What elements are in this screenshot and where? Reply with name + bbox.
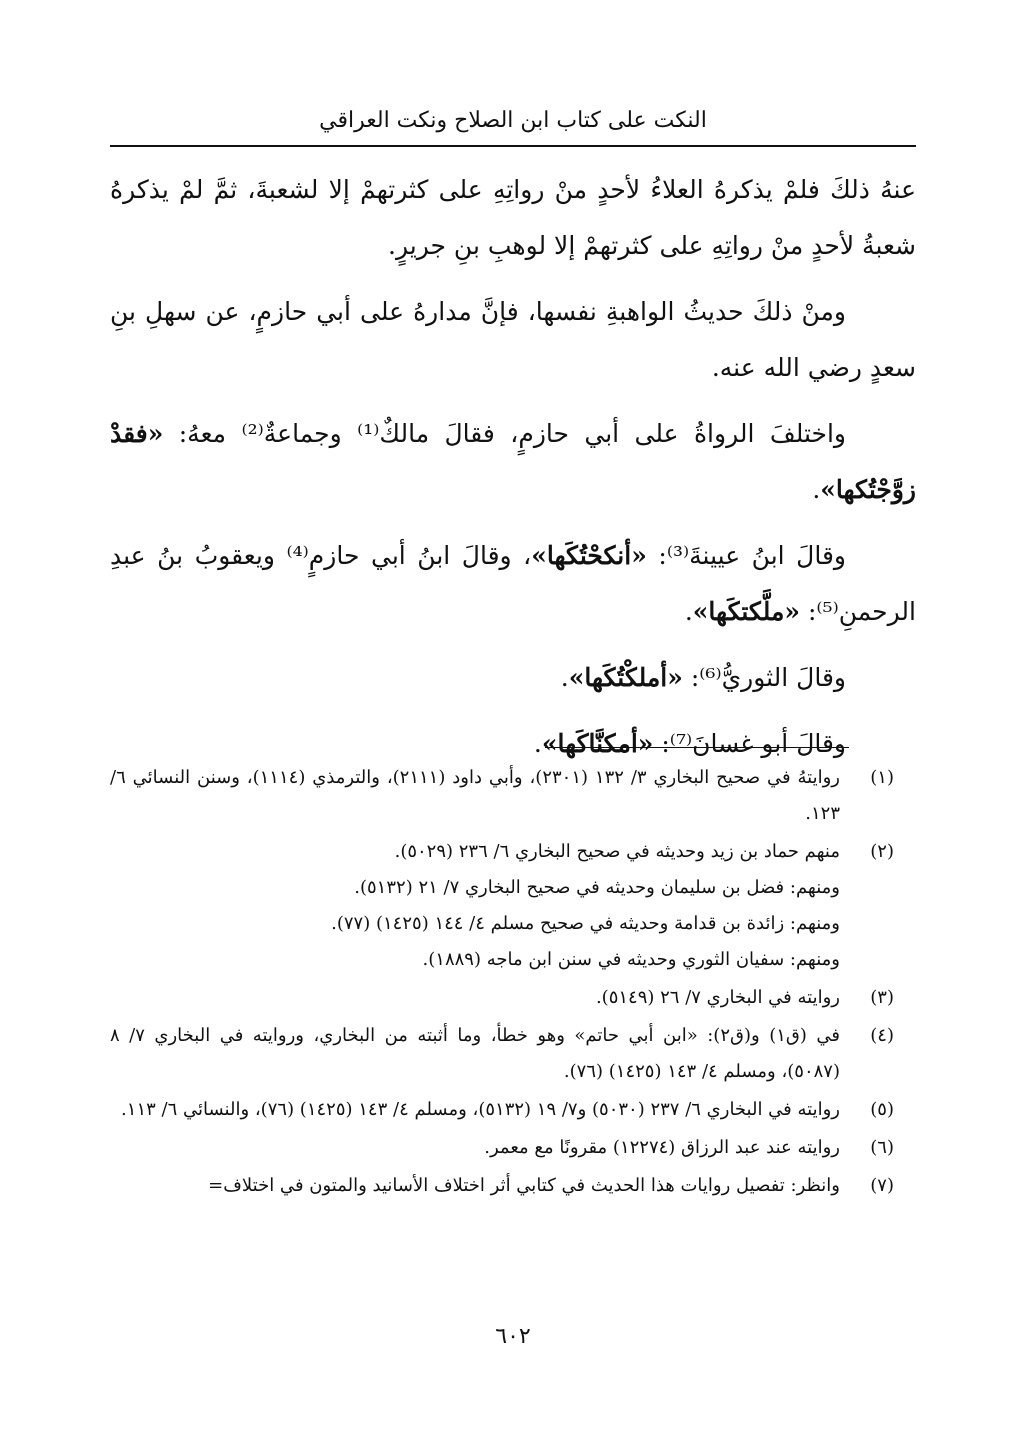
footnote-line: روايته في البخاري ٦/ ٢٣٧ (٥٠٣٠) و٧/ ١٩ (٥١٣٢)، ومسلم ٤/ ١٤٣ (١٤٢٥) (٧٦)، والنسائي ٦/ ١١٣. (121, 1099, 840, 1120)
quote-zawwajtukaha: «فقدْ زوَّجْتُكها» (110, 419, 916, 504)
footnote-line: في (ق١) و(ق٢): «ابن أبي حاتم» وهو خطأ، وما أثبته من البخاري، وروايته في البخاري ٧/ ٨ (٥٠٨٧)، ومسلم ٤/ ١٤٣ (١٤٢٥) (٧٦). (110, 1025, 840, 1082)
footnote-text (110, 760, 840, 832)
paragraph-3-text: واختلفَ الرواةُ على أبي حازمٍ، فقالَ مالكٌ⁽¹⁾ وجماعةٌ⁽²⁾ معهُ: (163, 419, 846, 448)
footnote-6 (110, 1130, 916, 1166)
footnote-text (110, 1092, 840, 1128)
footnote-separator (545, 747, 849, 748)
footnote-line: روايته في البخاري ٧/ ٢٦ (٥١٤٩). (595, 987, 840, 1008)
footnote-2 (110, 834, 916, 978)
quote-mallaktukaha: «ملَّكتكَها» (692, 597, 801, 626)
paragraph-1: عنهُ ذلكَ فلمْ يذكرهُ العلاءُ لأحدٍ منْ رواتِهِ على كثرتهمْ إلا لشعبةَ، ثمَّ لمْ يذكرهُ شعبةُ لأحدٍ منْ رواتِهِ على كثرتهمْ إلا لوهبِ بنِ جريرٍ. (110, 175, 916, 260)
quote-ankahtukaha: «أنكحْتُكَها» (531, 541, 647, 570)
footnote-line: ومنهم: فضل بن سليمان وحديثه في صحيح البخاري ٧/ ٢١ (٥١٣٢). (354, 877, 840, 898)
paragraph-5-end: . (560, 663, 569, 692)
footnote-text (110, 834, 840, 978)
footnote-line: ومنهم: سفيان الثوري وحديثه في سنن ابن ماجه (١٨٨٩). (422, 949, 840, 970)
paragraph-5-text: وقالَ الثوريُّ⁽⁶⁾: (682, 663, 846, 692)
page-number: ٦٠٢ (495, 1324, 531, 1349)
paragraph-4 (110, 528, 916, 640)
quote-amkannakaha: «أمكنَّاكَها» (541, 729, 654, 758)
quote-amlaktukaha: «أملكْتُكَها» (568, 663, 683, 692)
footnote-number: (٦) (870, 1137, 894, 1158)
paragraph-4-end: . (684, 597, 693, 626)
footnote-7 (110, 1168, 916, 1204)
main-text (110, 162, 916, 782)
paragraph-4-text: وقالَ ابنُ عيينةَ⁽³⁾: (646, 541, 846, 570)
footnote-line: وانظر: تفصيل روايات هذا الحديث في كتابي أثر اختلاف الأسانيد والمتون في اختلاف= (208, 1175, 840, 1196)
footnote-1 (110, 760, 916, 832)
footnote-number: (٧) (870, 1175, 894, 1196)
footnote-line: روايته عند عبد الرزاق (١٢٢٧٤) مقرونًا مع معمر. (484, 1137, 840, 1158)
footnote-text (110, 1130, 840, 1166)
footnote-number: (٣) (870, 987, 894, 1008)
footnote-5 (110, 1092, 916, 1128)
paragraph-4-middle: ، وقالَ ابنُ أبي حازمٍ⁽⁴⁾ ويعقوبُ بنُ عبدِ الرحمنِ⁽⁵⁾: (110, 541, 916, 626)
footnote-text (110, 1018, 840, 1090)
paragraph-2: ومنْ ذلكَ حديثُ الواهبةِ نفسها، فإنَّ مدارهُ على أبي حازمٍ، عن سهلِ بنِ سعدٍ رضي الله عنه. (110, 297, 916, 382)
footnote-line: ومنهم: زائدة بن قدامة وحديثه في صحيح مسلم ٤/ ١٤٤ (١٤٢٥) (٧٧). (331, 913, 840, 934)
footnotes (110, 760, 916, 1206)
running-header: النكت على كتاب ابن الصلاح ونكت العراقي (319, 108, 707, 133)
paragraph-6-text: وقالَ أبو غسانَ⁽⁷⁾: (653, 729, 846, 758)
footnote-4 (110, 1018, 916, 1090)
paragraph-6-end: . (533, 729, 542, 758)
header-rule (110, 145, 916, 147)
footnote-line: روايتهُ في صحيح البخاري ٣/ ١٣٢ (٢٣٠١)، وأبي داود (٢١١١)، والترمذي (١١١٤)، وسنن النسائي ٦/ ١٢٣. (110, 767, 840, 824)
footnote-3 (110, 980, 916, 1016)
footnote-line: منهم حماد بن زيد وحديثه في صحيح البخاري ٦/ ٢٣٦ (٥٠٢٩). (394, 841, 840, 862)
footnote-number: (٤) (870, 1025, 894, 1046)
paragraph-3-end: . (812, 475, 821, 504)
footnote-number: (١) (870, 767, 894, 788)
footnote-number: (٢) (870, 841, 894, 862)
footnote-text (110, 980, 840, 1016)
footnote-text (110, 1168, 840, 1204)
paragraph-5 (110, 650, 916, 706)
paragraph-3 (110, 406, 916, 518)
footnote-number: (٥) (870, 1099, 894, 1120)
